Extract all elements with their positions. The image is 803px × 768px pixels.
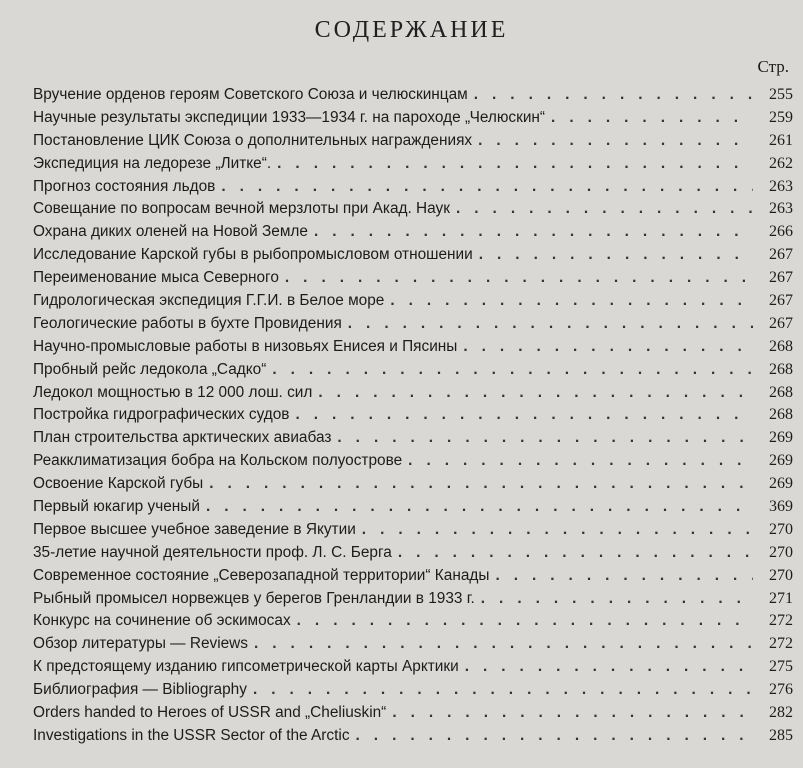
toc-leader-dots [479,246,753,264]
toc-entry-title: Первый юкагир ученый [33,498,200,516]
toc-entry-title: Investigations in the USSR Sector of the Arctic [33,726,350,744]
toc-entry-title: Переименование мыса Северного [33,269,279,287]
toc-entry-title: Первое высшее учебное заведение в Якутии [33,520,356,538]
toc-entry-page: 272 [769,635,793,653]
toc-entry-title: Научно-промысловые работы в низовьях Енисея и Пясины [33,337,458,355]
toc-leader-dots [481,590,753,608]
toc-entry-page: 259 [769,108,793,126]
toc-entry [33,635,793,658]
toc-entry [33,109,793,132]
toc-entry-page: 369 [769,498,793,516]
toc-entry-page: 276 [769,681,793,699]
toc-entry [33,406,793,429]
toc-entry-title: Обзор литературы — Reviews [33,635,248,653]
toc-leader-dots [295,406,753,424]
toc-entry [33,429,793,452]
toc-entry-title: Конкурс на сочинение об эскимосах [33,612,291,630]
toc-entry [33,361,793,384]
toc-leader-dots [314,223,753,241]
toc-entry-page: 282 [769,704,793,722]
toc-entry-title: Научные результаты экспедиции 1933—1934 г. на пароходе „Челюскин“ [33,108,546,126]
toc-entry [33,475,793,498]
toc-entry-title: Прогноз состояния льдов [33,177,216,195]
toc-entry-title: Рыбный промысел норвежцев у берегов Гренландии в 1933 г. [33,589,475,607]
toc-entry [33,612,793,635]
toc-leader-dots [390,292,753,310]
toc-entry [33,315,793,338]
toc-entry-title: Вручение орденов героям Советского Союза и челюскинцам [33,86,468,103]
toc-entry [33,704,793,727]
toc-leader-dots [209,475,753,493]
toc-entry-page: 275 [769,658,793,676]
toc-entry [33,132,793,155]
table-of-contents [33,86,793,750]
toc-leader-dots [297,612,753,630]
toc-leader-dots [465,658,753,676]
toc-entry-title: Orders handed to Heroes of USSR and „Cheliuskin“ [33,704,387,722]
toc-entry-page: 267 [769,314,793,332]
toc-entry-page: 261 [769,131,793,149]
toc-leader-dots [456,200,753,218]
toc-entry-page: 271 [769,589,793,607]
toc-entry-title: 35-летие научной деятельности проф. Л. С. Берга [33,543,392,561]
toc-entry-page: 285 [769,726,793,744]
toc-entry [33,338,793,361]
toc-entry-title: План строительства арктических авиабаз [33,429,332,447]
toc-entry [33,292,793,315]
toc-entry-title: Исследование Карской губы в рыбопромысловом отношении [33,246,473,264]
toc-leader-dots [392,704,753,722]
toc-entry-page: 267 [769,292,793,310]
toc-entry-page: 270 [769,520,793,538]
toc-leader-dots [337,429,753,447]
toc-entry-title: Освоение Карской губы [33,475,204,493]
toc-entry [33,223,793,246]
toc-leader-dots [474,86,753,104]
toc-entry-page: 263 [769,200,793,218]
toc-entry-page: 269 [769,475,793,493]
toc-entry-title: Пробный рейс ледокола „Садко“ [33,360,267,378]
toc-entry-title: Ледокол мощностью в 12 000 лош. сил [33,383,313,401]
toc-entry-title: К предстоящему изданию гипсометрической карты Арктики [33,658,459,676]
toc-entry-title: Гидрологическая экспедиция Г.Г.И. в Белое море [33,292,385,310]
toc-leader-dots [356,727,753,745]
toc-leader-dots [221,178,753,196]
toc-entry [33,498,793,521]
toc-entry [33,521,793,544]
toc-entry-page: 270 [769,566,793,584]
toc-entry-title: Совещание по вопросам вечной мерзлоты при Акад. Наук [33,200,450,218]
toc-entry-page: 266 [769,223,793,241]
toc-entry-page: 272 [769,612,793,630]
toc-entry-page: 263 [769,177,793,195]
toc-entry-title: Современное состояние „Северозападной территории“ Канады [33,566,490,584]
toc-entry [33,269,793,292]
toc-entry-page: 255 [769,86,793,103]
toc-leader-dots [463,338,753,356]
page-column-label: Стр. [757,57,789,76]
toc-entry-page: 268 [769,383,793,401]
toc-entry [33,200,793,223]
toc-entry [33,567,793,590]
toc-leader-dots [408,452,753,470]
toc-entry [33,178,793,201]
toc-entry [33,155,793,178]
toc-leader-dots [254,635,753,653]
toc-entry-page: 269 [769,452,793,470]
toc-entry [33,727,793,750]
toc-entry [33,384,793,407]
toc-leader-dots [551,109,753,127]
toc-entry-page: 268 [769,406,793,424]
toc-leader-dots [398,544,753,562]
toc-entry-title: Экспедиция на ледорезе „Литке“. [33,154,272,172]
toc-leader-dots [277,155,753,173]
toc-entry-page: 270 [769,543,793,561]
toc-entry [33,86,793,109]
toc-entry-title: Постановление ЦИК Союза о дополнительных награждениях [33,131,473,149]
toc-entry [33,658,793,681]
toc-leader-dots [272,361,753,379]
toc-entry [33,452,793,475]
toc-leader-dots [253,681,753,699]
toc-entry [33,681,793,704]
toc-entry [33,544,793,567]
toc-leader-dots [318,384,753,402]
toc-entry-title: Постройка гидрографических судов [33,406,290,424]
toc-entry-title: Геологические работы в бухте Провидения [33,314,342,332]
toc-leader-dots [348,315,753,333]
toc-entry-title: Реакклиматизация бобра на Кольском полуострове [33,452,403,470]
toc-leader-dots [206,498,753,516]
toc-entry-title: Охрана диких оленей на Новой Земле [33,223,308,241]
toc-entry [33,590,793,613]
page-title: СОДЕРЖАНИЕ [314,17,509,43]
toc-entry-title: Библиография — Bibliography [33,681,247,699]
toc-leader-dots [285,269,753,287]
toc-entry-page: 268 [769,360,793,378]
toc-leader-dots [362,521,753,539]
toc-entry-page: 267 [769,269,793,287]
toc-leader-dots [495,567,753,585]
toc-entry-page: 262 [769,154,793,172]
toc-entry-page: 267 [769,246,793,264]
toc-entry-page: 269 [769,429,793,447]
toc-entry [33,246,793,269]
toc-leader-dots [478,132,753,150]
toc-entry-page: 268 [769,337,793,355]
